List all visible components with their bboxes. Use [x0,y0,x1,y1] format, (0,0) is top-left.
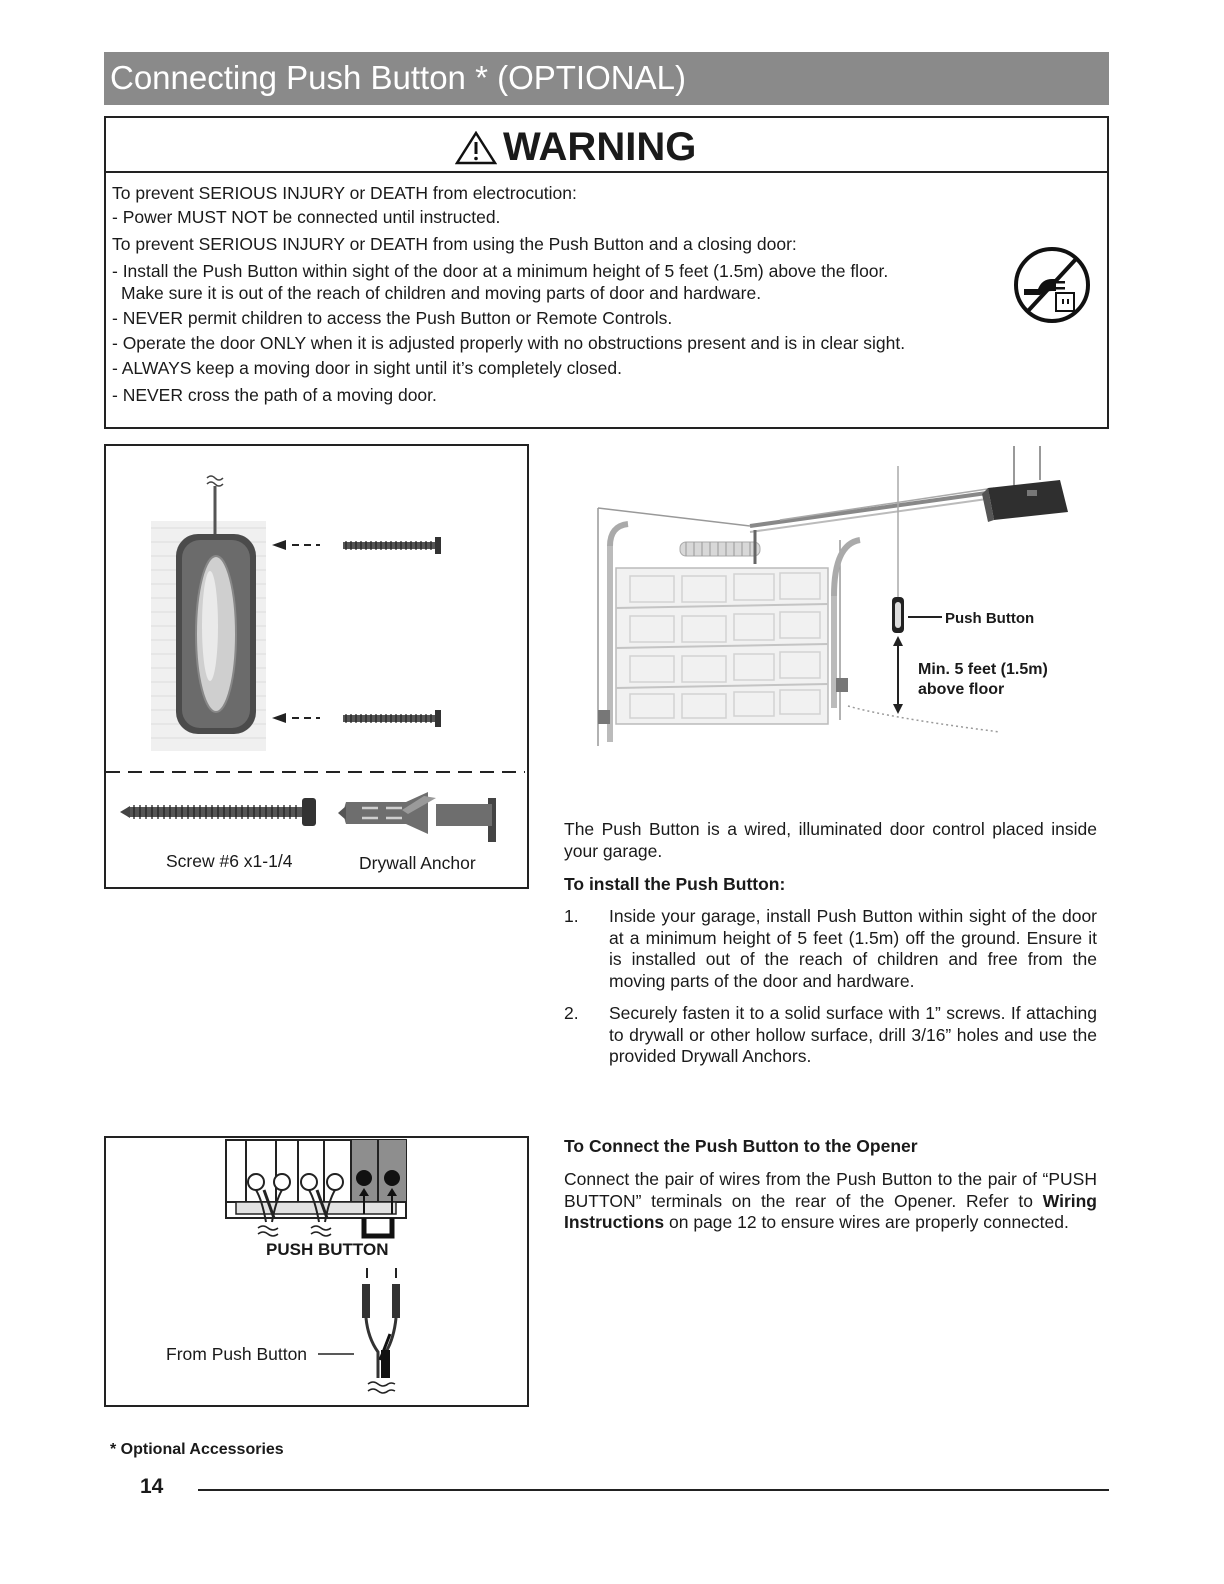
warning-line: - ALWAYS keep a moving door in sight until it’s completely closed. [112,358,623,378]
footer-rule [198,1489,1109,1491]
garage-diagram [590,446,1110,756]
step-text: Inside your garage, install Push Button within sight of the door at a minimum height of 5 feet (1.5m) off the ground. Ensure it is installed out of the reach of children and free from the moving parts of the door and hardware. [609,906,1097,991]
wiring-instructions-reference: Wiring Instructions [564,1190,1097,1232]
warning-title: WARNING [503,125,697,169]
screw-label: Screw #6 x1-1/4 [166,851,293,871]
height-callout-line1: Min. 5 feet (1.5m) [918,661,1048,678]
warning-line: Make sure it is out of the reach of children and moving parts of door and hardware. [121,283,762,303]
section-title: Connecting Push Button * (OPTIONAL) [110,59,686,96]
install-heading: To install the Push Button: [564,874,786,894]
connect-text-part1: Connect the pair of wires from the Push Button to the pair of “PUSH BUTTON” terminals on the rear of the Opener. Refer to [564,1169,1097,1211]
warning-line: - Install the Push Button within sight of the door at a minimum height of 5 feet (1.5m) above the floor. [112,261,889,281]
warning-line: To prevent SERIOUS INJURY or DEATH from electrocution: [112,183,577,203]
page-number: 14 [140,1475,164,1498]
step-number: 1. [564,906,579,926]
anchor-label: Drywall Anchor [359,853,476,873]
height-callout-line2: above floor [918,681,1005,698]
connect-paragraph [564,1169,1097,1234]
footnote: * Optional Accessories [110,1441,284,1458]
warning-line: - NEVER permit children to access the Push Button or Remote Controls. [112,308,673,328]
warning-line: - Operate the door ONLY when it is adjusted properly with no obstructions present and is in clear sight. [112,333,906,353]
push-button-terminal-label: PUSH BUTTON [266,1240,389,1259]
step-number: 2. [564,1003,579,1023]
warning-line: To prevent SERIOUS INJURY or DEATH from using the Push Button and a closing door: [112,234,797,254]
connect-text-part2: on page 12 to ensure wires are properly connected. [664,1212,1069,1232]
from-push-button-label: From Push Button [166,1344,308,1364]
step-text: Securely fasten it to a solid surface with 1” screws. If attaching to drywall or other hollow surface, drill 3/16” holes and use the provided Drywall Anchors. [609,1003,1097,1066]
push-button-callout: Push Button [945,610,1035,627]
connect-heading: To Connect the Push Button to the Opener [564,1136,918,1156]
warning-triangle-icon [455,131,497,165]
warning-line: - Power MUST NOT be connected until instructed. [112,207,501,227]
push-button-mounting-diagram [106,446,525,883]
no-power-plug-icon [1012,245,1092,325]
intro-paragraph: The Push Button is a wired, illuminated door control placed inside your garage. [564,819,1097,861]
warning-line: - NEVER cross the path of a moving door. [112,385,437,405]
